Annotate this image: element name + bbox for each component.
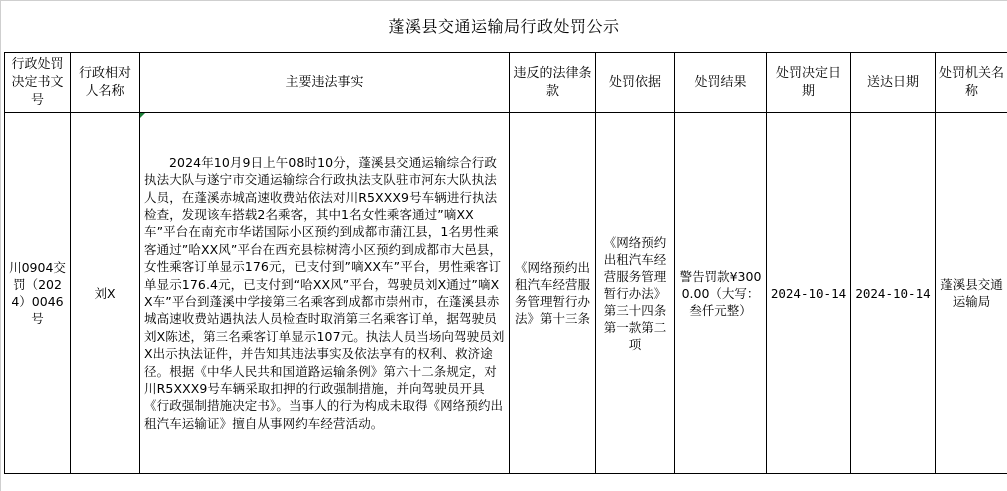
cell-decision-date: 2024-10-14 — [767, 113, 851, 474]
header-party: 行政相对人名称 — [71, 53, 140, 113]
penalty-table — [4, 52, 1007, 474]
cell-authority: 蓬溪县交通运输局 — [936, 113, 1007, 474]
cell-basis: 《网络预约出租汽车经营服务管理暂行办法》第三十四条第一款第二项 — [596, 113, 675, 474]
cell-law: 《网络预约出租汽车经营服务管理暂行办法》第十三条 — [510, 113, 596, 474]
cell-result: 警告罚款¥3000.00（大写：叁仟元整） — [675, 113, 767, 474]
cell-delivery-date: 2024-10-14 — [851, 113, 936, 474]
header-doc-no: 行政处罚决定书文号 — [5, 53, 71, 113]
facts-text: 2024年10月9日上午08时10分，蓬溪县交通运输综合行政执法大队与遂宁市交通运输综合行政执法支队驻市河东大队执法人员，在蓬溪赤城高速收费站依法对川R5XXX9号车辆进行执法检查，发现该车搭载2名乘客，其中1名女性乘客通过”嘀XX车”平台在南充市华诺国际小区预约到成都市蒲江县，1名男性乘客通过”哈XX风”平台在西充县棕树湾小区预约到成都市大邑县，女性乘客订单显示176元，已支付到”嘀XX车”平台，男性乘客订单显示176.4元，已支付到“哈XX风”平台，驾驶员刘X通过”嘀XX车”平台到蓬溪中学接第三名乘客到成都市崇州市，在蓬溪县赤城高速收费站遇执法人员检查时取消第三名乘客订单，据驾驶员刘X陈述，第三名乘客订单显示107元。执法人员当场向驾驶员刘X出示执法证件，并告知其违法事实及依法享有的权利、救济途径。根据《中华人民共和国道路运输条例》第六十二条规定，对川R5XXX9号车辆采取扣押的行政强制措施，并向驾驶员开具《行政强制措施决定书》。当事人的行为构成未取得《网络预约出租汽车运输证》擅自从事网约车经营活动。 — [144, 154, 505, 431]
header-authority: 处罚机关名称 — [936, 53, 1007, 113]
comment-marker-icon — [140, 113, 145, 118]
header-basis: 处罚依据 — [596, 53, 675, 113]
cell-party: 刘X — [71, 113, 140, 474]
header-decision-date: 处罚决定日期 — [767, 53, 851, 113]
header-result: 处罚结果 — [675, 53, 767, 113]
cell-doc-no: 川0904交罚（2024）0046号 — [5, 113, 71, 474]
cell-facts — [140, 113, 510, 474]
header-facts: 主要违法事实 — [140, 53, 510, 113]
header-delivery-date: 送达日期 — [851, 53, 936, 113]
table-row — [5, 113, 1007, 474]
table-header-row — [5, 53, 1007, 113]
page-title: 蓬溪县交通运输局行政处罚公示 — [388, 17, 620, 36]
header-law: 违反的法律条款 — [510, 53, 596, 113]
